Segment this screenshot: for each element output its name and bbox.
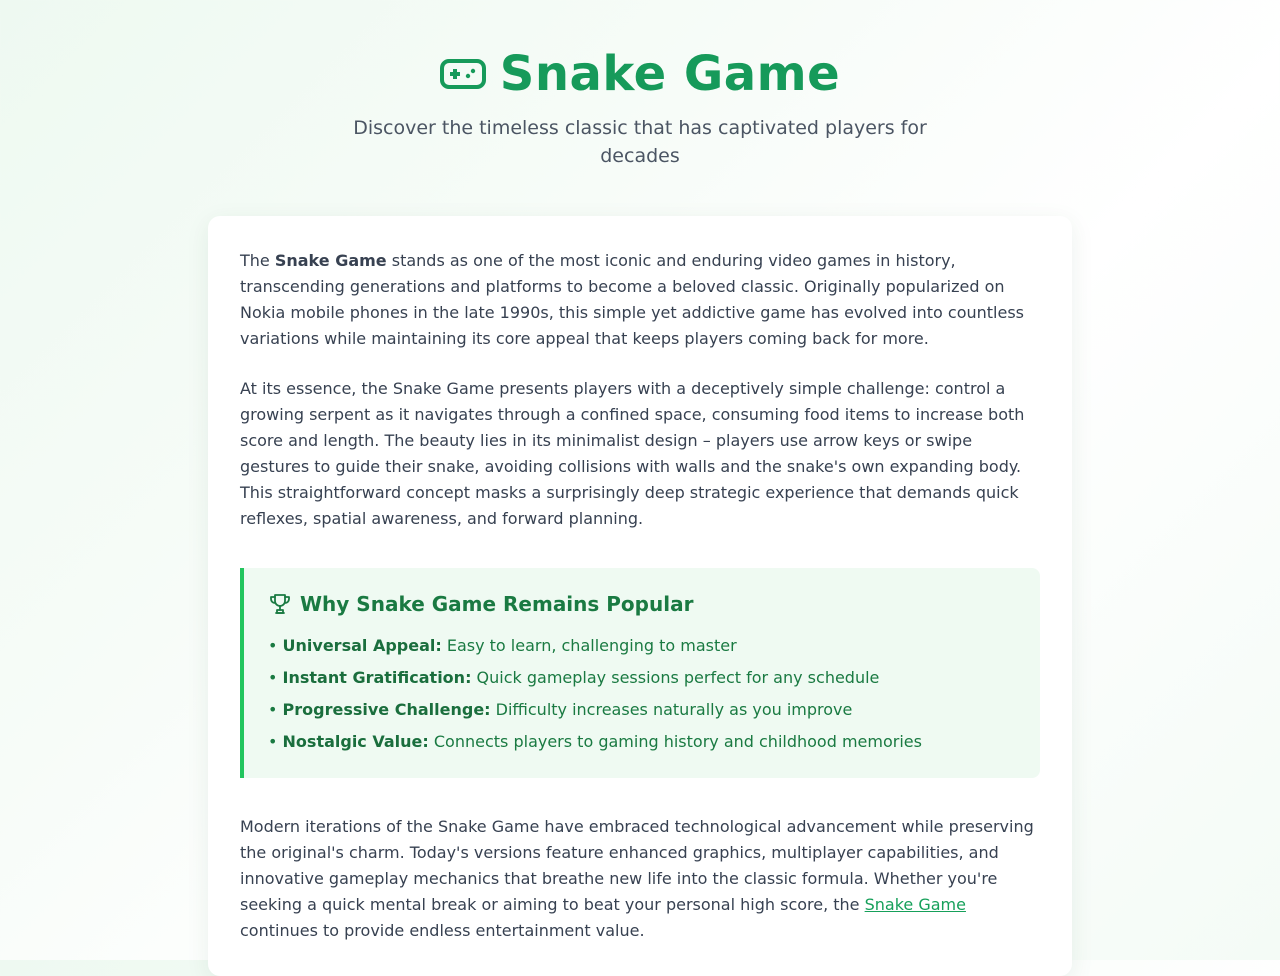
modern-paragraph (240, 814, 1040, 944)
callout-title-text: Why Snake Game Remains Popular (300, 592, 694, 616)
page-header (0, 0, 1280, 170)
item-label: Nostalgic Value: (282, 732, 429, 751)
item-text: Difficulty increases naturally as you improve (490, 700, 853, 719)
popularity-callout (240, 568, 1040, 778)
item-text: Connects players to gaming history and childhood memories (428, 732, 922, 751)
page-subtitle: Discover the timeless classic that has captivated players for decades (353, 117, 927, 167)
p3-text-end: continues to provide endless entertainment value. (240, 921, 645, 940)
popularity-list (268, 630, 1016, 758)
p1-text-end: stands as one of the most iconic and enduring video games in history, transcending generations and platforms to become a beloved classic. Originally popularized on Nokia mobile phones in the late 1990s, this simple yet addictive game has evolved into countless variations while maintaining its core appeal that keeps players coming back for more. (240, 251, 1025, 348)
list-item: • Instant Gratification: Quick gameplay sessions perfect for any schedule (268, 668, 880, 687)
gamepad-icon (440, 59, 486, 89)
p1-bold-game-name: Snake Game (274, 251, 387, 270)
page-title: Snake Game (499, 46, 841, 102)
item-text: Quick gameplay sessions perfect for any schedule (471, 668, 880, 687)
item-label: Universal Appeal: (282, 636, 442, 655)
article-card (208, 216, 1072, 976)
callout-heading (268, 592, 1016, 616)
item-text: Easy to learn, challenging to master (441, 636, 737, 655)
gameplay-paragraph: At its essence, the Snake Game presents players with a deceptively simple challenge: control a growing serpent as it navigates through a confined space, consuming food items to increase both score and length. The beauty lies in its minimalist design – players use arrow keys or swipe gestures to guide their snake, avoiding collisions with walls and the snake's own expanding body. This straightforward concept masks a surprisingly deep strategic experience that demands quick reflexes, spatial awareness, and forward planning. (240, 379, 1025, 528)
list-item: • Nostalgic Value: Connects players to gaming history and childhood memories (268, 732, 922, 751)
p3-text-start: Modern iterations of the Snake Game have embraced technological advancement while preserving the original's charm. Today's versions feature enhanced graphics, multiplayer capabilities, and innovative gameplay mechanics that breathe new life into the classic formula. Whether you're seeking a quick mental break or aiming to beat your personal high score, the (240, 817, 1034, 914)
list-item: • Progressive Challenge: Difficulty increases naturally as you improve (268, 700, 853, 719)
intro-paragraph (240, 248, 1040, 352)
item-label: Instant Gratification: (282, 668, 472, 687)
item-label: Progressive Challenge: (282, 700, 491, 719)
snake-game-link[interactable]: Snake Game (864, 895, 966, 914)
title-row (0, 44, 1280, 104)
trophy-icon (268, 592, 292, 616)
p1-text-start: The (240, 251, 275, 270)
list-item: • Universal Appeal: Easy to learn, challenging to master (268, 636, 737, 655)
